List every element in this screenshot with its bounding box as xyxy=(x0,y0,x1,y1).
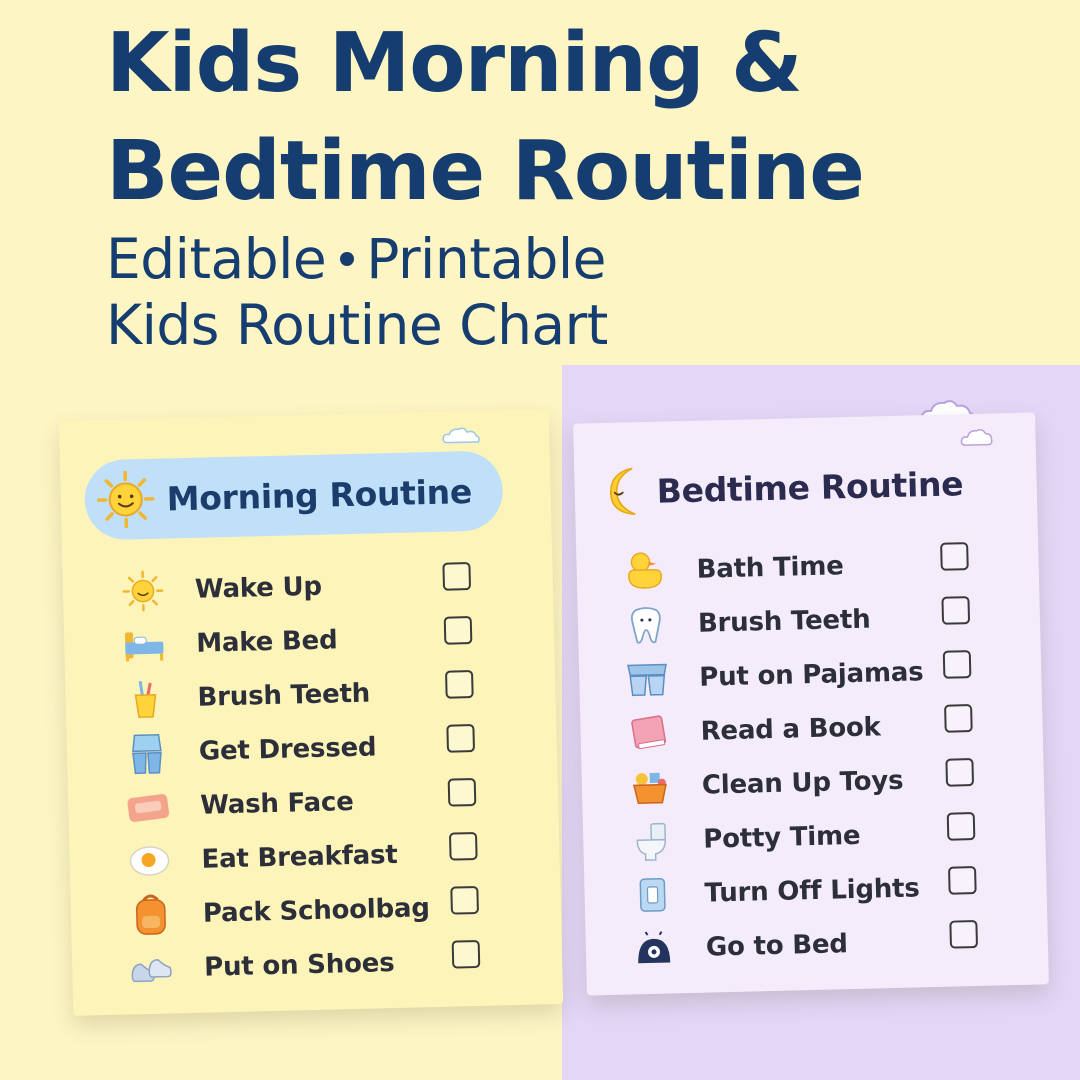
checkbox[interactable] xyxy=(442,562,471,591)
checkbox[interactable] xyxy=(450,886,479,915)
title-line-1: Kids Morning & xyxy=(106,16,802,111)
checkbox[interactable] xyxy=(945,758,974,787)
towel-icon xyxy=(124,784,173,829)
item-label: Make Bed xyxy=(195,625,338,659)
item-label: Brush Teeth xyxy=(197,678,371,713)
bedtime-routine-title: Bedtime Routine xyxy=(656,463,964,511)
bedtime-header xyxy=(598,447,1020,527)
rubber-duck-icon xyxy=(620,548,669,593)
pajamas-icon xyxy=(623,656,672,701)
bullet-dot xyxy=(340,252,354,266)
light-switch-icon xyxy=(628,872,677,917)
list-item xyxy=(585,912,1048,977)
clothes-icon xyxy=(122,730,171,775)
checkbox[interactable] xyxy=(949,920,978,949)
shoes-icon xyxy=(128,946,177,991)
item-label: Get Dressed xyxy=(198,732,377,767)
tooth-icon xyxy=(621,602,670,647)
checkbox[interactable] xyxy=(452,940,481,969)
item-label: Pack Schoolbag xyxy=(202,893,431,929)
morning-header xyxy=(84,450,504,540)
bedtime-item-list xyxy=(576,534,1048,977)
sun-icon xyxy=(94,468,157,531)
cloud-icon xyxy=(959,423,994,450)
checkbox[interactable] xyxy=(445,670,474,699)
item-label: Clean Up Toys xyxy=(701,765,904,801)
fried-egg-icon xyxy=(125,838,174,883)
item-label: Potty Time xyxy=(702,820,861,855)
moon-icon xyxy=(602,464,647,519)
subtitle-editable: Editable xyxy=(106,227,327,291)
checkbox[interactable] xyxy=(947,812,976,841)
item-label: Go to Bed xyxy=(705,929,849,963)
subtitle-printable: Printable xyxy=(366,227,607,291)
page-subtitle xyxy=(106,226,1006,358)
item-label: Eat Breakfast xyxy=(201,839,398,875)
book-icon xyxy=(624,710,673,755)
backpack-icon xyxy=(126,892,175,937)
sun-icon xyxy=(118,568,167,613)
item-label: Read a Book xyxy=(700,712,882,747)
checkbox[interactable] xyxy=(446,724,475,753)
bedtime-routine-card xyxy=(573,412,1049,995)
morning-routine-title: Morning Routine xyxy=(166,471,473,518)
title-line-2: Bedtime Routine xyxy=(106,124,864,219)
morning-routine-card xyxy=(59,409,563,1016)
checkbox[interactable] xyxy=(944,704,973,733)
item-label: Wake Up xyxy=(194,571,323,605)
item-label: Wash Face xyxy=(199,786,354,821)
checkbox[interactable] xyxy=(943,650,972,679)
toilet-icon xyxy=(627,818,676,863)
toothbrush-cup-icon xyxy=(121,676,170,721)
item-label: Put on Shoes xyxy=(203,948,395,983)
item-label: Turn Off Lights xyxy=(704,873,920,909)
checkbox[interactable] xyxy=(940,542,969,571)
night-light-icon xyxy=(629,926,678,971)
toy-basket-icon xyxy=(625,764,674,809)
cloud-icon xyxy=(441,425,481,446)
subtitle-row-2: Kids Routine Chart xyxy=(106,293,608,357)
item-label: Put on Pajamas xyxy=(698,657,924,693)
list-item xyxy=(72,932,563,998)
morning-item-list xyxy=(62,554,562,998)
bed-icon xyxy=(120,622,169,667)
subtitle-row-1 xyxy=(106,226,1006,292)
page-title xyxy=(106,10,1066,226)
checkbox[interactable] xyxy=(449,832,478,861)
item-label: Bath Time xyxy=(696,551,844,585)
item-label: Brush Teeth xyxy=(697,604,871,639)
checkbox[interactable] xyxy=(448,778,477,807)
checkbox[interactable] xyxy=(948,866,977,895)
checkbox[interactable] xyxy=(941,596,970,625)
checkbox[interactable] xyxy=(444,616,473,645)
